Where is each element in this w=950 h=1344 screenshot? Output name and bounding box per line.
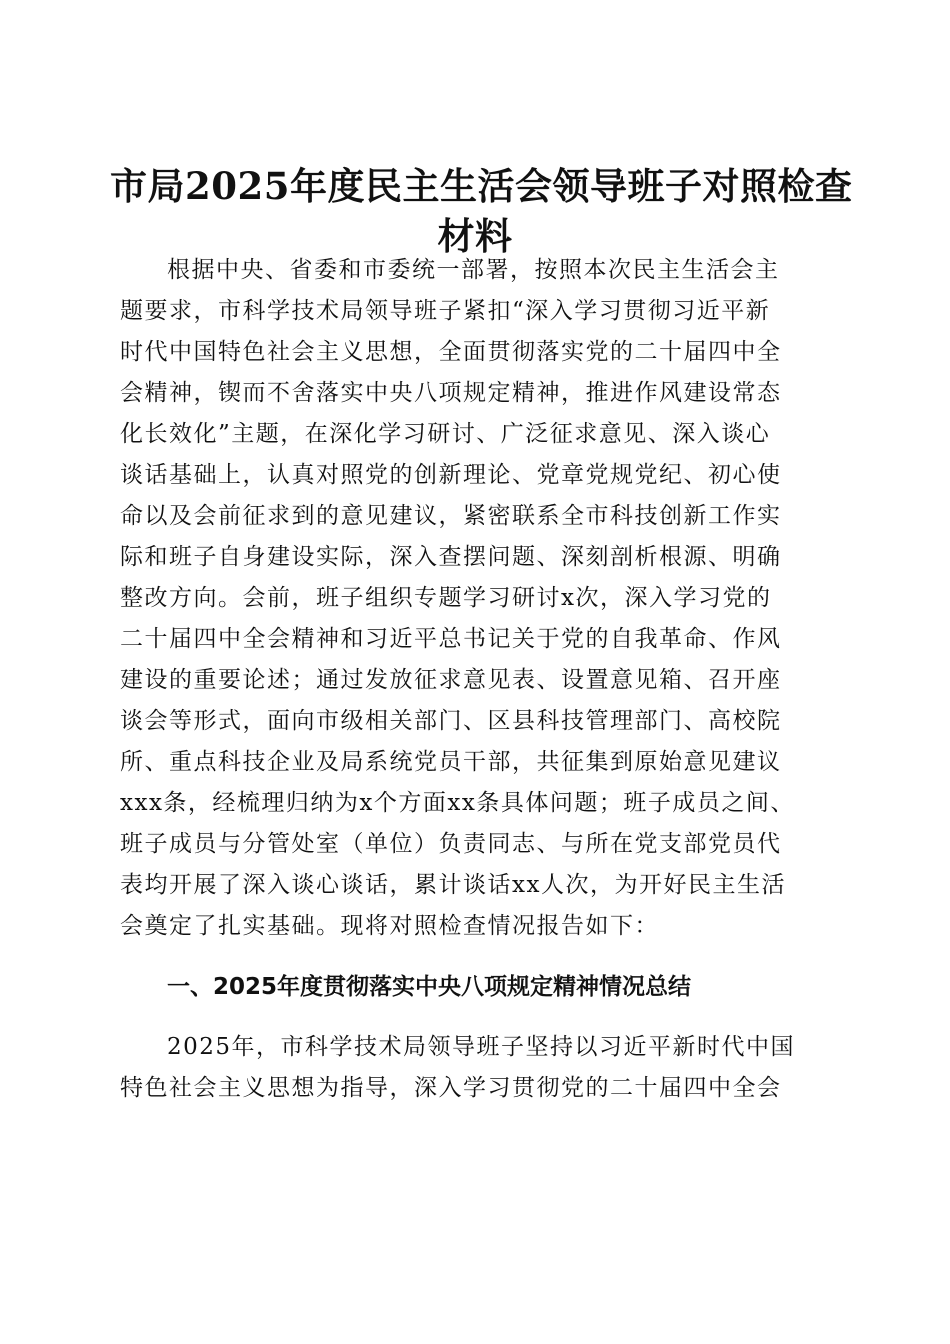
document-title [110,161,853,261]
intro-line-4: 会精神，锲而不舍落实中央八项规定精神，推进作风建设常态 [120,380,782,406]
intro-line-17: 会奠定了扎实基础。现将对照检查情况报告如下： [120,913,659,939]
intro-line-6: 谈话基础上，认真对照党的创新理论、党章党规党纪、初心使 [120,462,782,488]
intro-line-3: 时代中国特色社会主义思想，全面贯彻落实党的二十届四中全 [120,339,782,365]
section-line-1: 2025年，市科学技术局领导班子坚持以习近平新时代中国 [167,1034,796,1061]
intro-line-5: 化长效化”主题，在深化学习研讨、广泛征求意见、深入谈心 [120,421,771,447]
intro-line-14: xxx条，经梳理归纳为x个方面xx条具体问题；班子成员之间、 [120,790,795,816]
intro-paragraph [120,250,832,947]
intro-line-1: 根据中央、省委和市委统一部署，按照本次民主生活会主 [167,257,780,283]
intro-line-12: 谈会等形式，面向市级相关部门、区县科技管理部门、高校院 [120,708,782,734]
section-heading: 一、2025年度贯彻落实中央八项规定精神情况总结 [167,974,692,1001]
document-body [120,250,832,1109]
intro-line-2: 题要求，市科学技术局领导班子紧扣“深入学习贯彻习近平新 [120,298,771,324]
title-line-2: 材料 [437,213,513,258]
intro-line-8: 际和班子自身建设实际，深入查摆问题、深刻剖析根源、明确 [120,544,782,570]
section-paragraph [120,1027,832,1109]
intro-line-7: 命以及会前征求到的意见建议，紧密联系全市科技创新工作实 [120,503,782,529]
intro-line-10: 二十届四中全会精神和习近平总书记关于党的自我革命、作风 [120,626,782,652]
intro-line-15: 班子成员与分管处室（单位）负责同志、与所在党支部党员代 [120,831,782,857]
intro-line-16: 表均开展了深入谈心谈话，累计谈话xx人次，为开好民主生活 [120,872,786,898]
title-line-1: 市局2025年度民主生活会领导班子对照检查 [110,163,853,208]
section-line-2: 特色社会主义思想为指导，深入学习贯彻党的二十届四中全会 [120,1075,782,1102]
intro-line-11: 建设的重要论述；通过发放征求意见表、设置意见箱、召开座 [120,667,782,693]
intro-line-9: 整改方向。会前，班子组织专题学习研讨x次，深入学习党的 [120,585,772,611]
intro-line-13: 所、重点科技企业及局系统党员干部，共征集到原始意见建议 [120,749,782,775]
